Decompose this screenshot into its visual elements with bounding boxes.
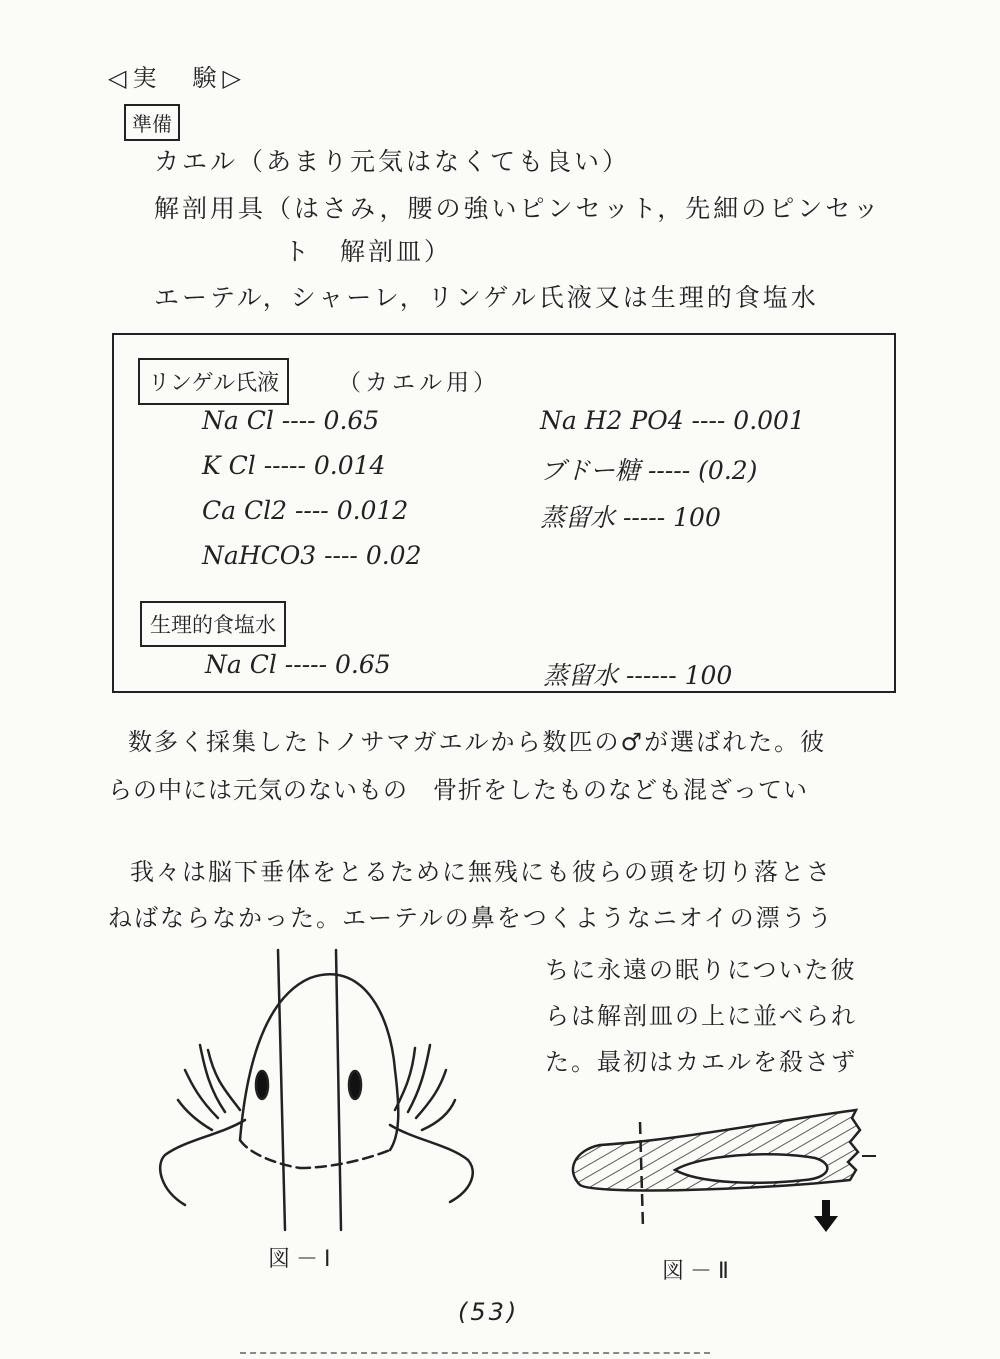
paragraph-2-line-4: らは解剖皿の上に並べられ [545, 1002, 857, 1030]
paragraph-2-line-5: た。最初はカエルを殺さず [545, 1048, 857, 1076]
ingredient-value: 0.65 [323, 406, 380, 435]
ingredient-value: 0.65 [335, 650, 391, 679]
paragraph-2-line-3: ちに永遠の眠りについた彼 [545, 956, 857, 984]
ringer-item-kcl [202, 451, 385, 480]
ingredient-value: (0.2) [698, 456, 758, 485]
paragraph-1-line-2: らの中には元気のないもの 骨折をしたものなども混ざってい [108, 776, 808, 804]
ingredient-dashes: ------ [618, 661, 685, 690]
materials-line-1: カエル（あまり元気はなくても良い） [154, 147, 631, 176]
ringer-item-nacl [202, 406, 379, 435]
ingredient-value: 0.014 [313, 451, 386, 480]
ingredient-name: ブドー糖 [540, 456, 641, 485]
ringer-item-cacl2 [202, 496, 408, 525]
frog-head-figure [150, 940, 480, 1240]
ringer-item-distilled-water [540, 498, 721, 534]
ringer-item-glucose [540, 451, 757, 487]
ingredient-dashes: ----- [615, 503, 674, 532]
ingredient-dashes: ----- [640, 456, 699, 485]
ingredient-value: 0.001 [733, 406, 805, 435]
saline-item-distilled-water [543, 656, 732, 692]
ingredient-name: K Cl [202, 451, 256, 480]
ingredient-dashes: ---- [273, 406, 324, 435]
figure-2-caption: 図－Ⅱ [662, 1259, 735, 1284]
saline-item-nacl [205, 650, 391, 679]
head-section-figure [560, 1100, 890, 1250]
saline-solution-label: 生理的食塩水 [140, 601, 286, 647]
ingredient-dashes: ---- [316, 541, 366, 570]
ingredient-dashes: ---- [287, 496, 337, 525]
ingredient-value: 0.012 [336, 496, 409, 525]
ingredient-name: Na H2 PO4 [540, 406, 684, 435]
ingredient-name: 蒸留水 [540, 503, 616, 532]
section-title: ◁実 験▷ [108, 64, 247, 92]
ingredient-dashes: ---- [683, 406, 734, 435]
materials-line-4: エーテル，シャーレ，リンゲル氏液又は生理的食塩水 [154, 283, 819, 312]
ingredient-name: NaHCO3 [202, 541, 317, 570]
ringer-solution-note: （カエル用） [338, 370, 500, 396]
ingredient-name: Ca Cl2 [202, 496, 288, 525]
page-number: (53) [458, 1298, 520, 1326]
ingredient-name: Na Cl [202, 406, 274, 435]
ingredient-dashes: ----- [276, 650, 335, 679]
ringer-solution-label: リンゲル氏液 [138, 358, 289, 405]
ringer-item-nah2po4 [540, 406, 805, 435]
figure-1-caption: 図－Ⅰ [268, 1247, 337, 1272]
materials-line-2: 解剖用具（はさみ，腰の強いピンセット，先細のピンセッ [154, 194, 882, 223]
ingredient-dashes: ----- [255, 451, 314, 480]
paragraph-2-line-2: ねばならなかった。エーテルの鼻をつくようなニオイの漂うう [108, 904, 834, 932]
paragraph-1-line-1: 数多く採集したトノサマガエルから数匹の♂が選ばれた。彼 [128, 728, 827, 756]
bottom-divider [240, 1352, 710, 1354]
ingredient-name: 蒸留水 [543, 661, 619, 690]
ringer-item-nahco3 [202, 541, 421, 570]
ingredient-value: 0.02 [365, 541, 422, 570]
ingredient-value: 100 [684, 661, 733, 690]
paragraph-2-line-1: 我々は脳下垂体をとるために無残にも彼らの頭を切り落とさ [130, 858, 832, 886]
materials-line-3: ト 解剖皿） [284, 237, 453, 266]
ingredient-value: 100 [673, 503, 721, 532]
preparation-label: 準備 [124, 104, 180, 141]
ingredient-name: Na Cl [205, 650, 277, 679]
